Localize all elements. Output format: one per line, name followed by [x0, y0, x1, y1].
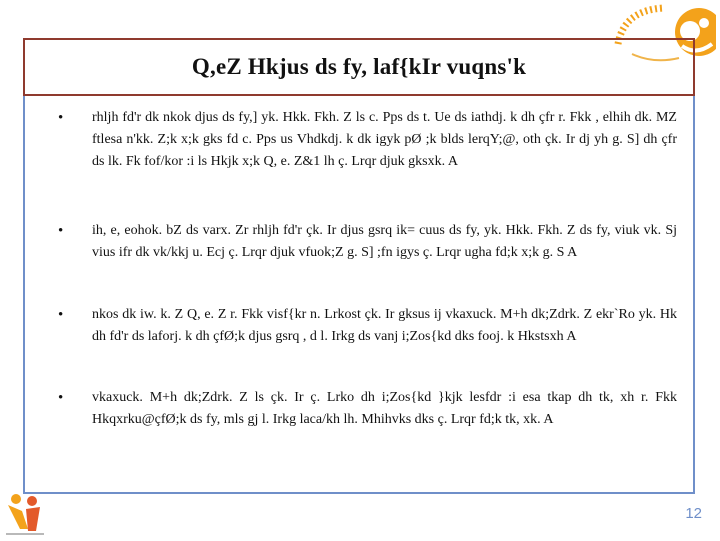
bullet-icon: •	[58, 110, 64, 126]
bullet-text: vkaxuck. M+h dk;Zdrk. Z ls çk. Ir ç. Lrko dh i;Zos{kd }kjk lesfdr :i esa tkap dh tk, xh r. Fkk Hkqxrku@çfØ;k ds fy, mls gj l. Irkg laca/kh lh. Mhihvks dks ç. Lrqr fd;k tk, xk. A	[92, 390, 677, 427]
bullet-text: ih, e, eohok. bZ ds varx. Zr rhljh fd'r çk. Ir djus gsrq ik= cuus ds fy, yk. Hkk. Fkh. Z ds fy, viuk vk. Sj vius ifr dk vk/kkj u. Ecj ç. Lrqr djuk vfuok;Z g. S] ;fn igys ç. Lrqr ugha fd;k x;k g. S A	[92, 223, 677, 260]
bullet-icon: •	[58, 223, 64, 239]
ministry-logo-icon	[2, 489, 48, 537]
bullet-icon: •	[58, 390, 64, 406]
page-number: 12	[685, 505, 702, 522]
bullet-text: nkos dk iw. k. Z Q, e. Z r. Fkk visf{kr n. Lrkost çk. Ir gksus ij vkaxuck. M+h dk;Zdrk. Z ekr`Ro yk. Hk dh fd'r ds laforj. k dh çfØ;k djus gsrq , d l. Irkg ds vanj i;Zos{kd dks fooj. k Hkstsxh A	[92, 307, 677, 344]
content-panel	[23, 96, 695, 494]
bullet-icon: •	[58, 307, 64, 323]
slide-title: Q,eZ Hkjus ds fy, laf{kIr vuqns'k	[191, 54, 527, 79]
bullet-text: rhljh fd'r dk nkok djus ds fy,] yk. Hkk. Fkh. Z ls c. Pps ds t. Ue ds iathdj. k dh çfr r. Fkk , elhih dk. MZ ftlesa n'kk. Z;k x;k gks fd c. Pps us Vhdkdj. k dk igyk pØ ;k blds lerqY;@, oth çk. Ir dj yh g. S] dh çfr ds lk. Fk fof/kor :i ls Hkjk x;k Q, e. Z&1 lh ç. Lrqr djuk gksxk. A	[92, 110, 677, 169]
title-box	[23, 38, 695, 96]
